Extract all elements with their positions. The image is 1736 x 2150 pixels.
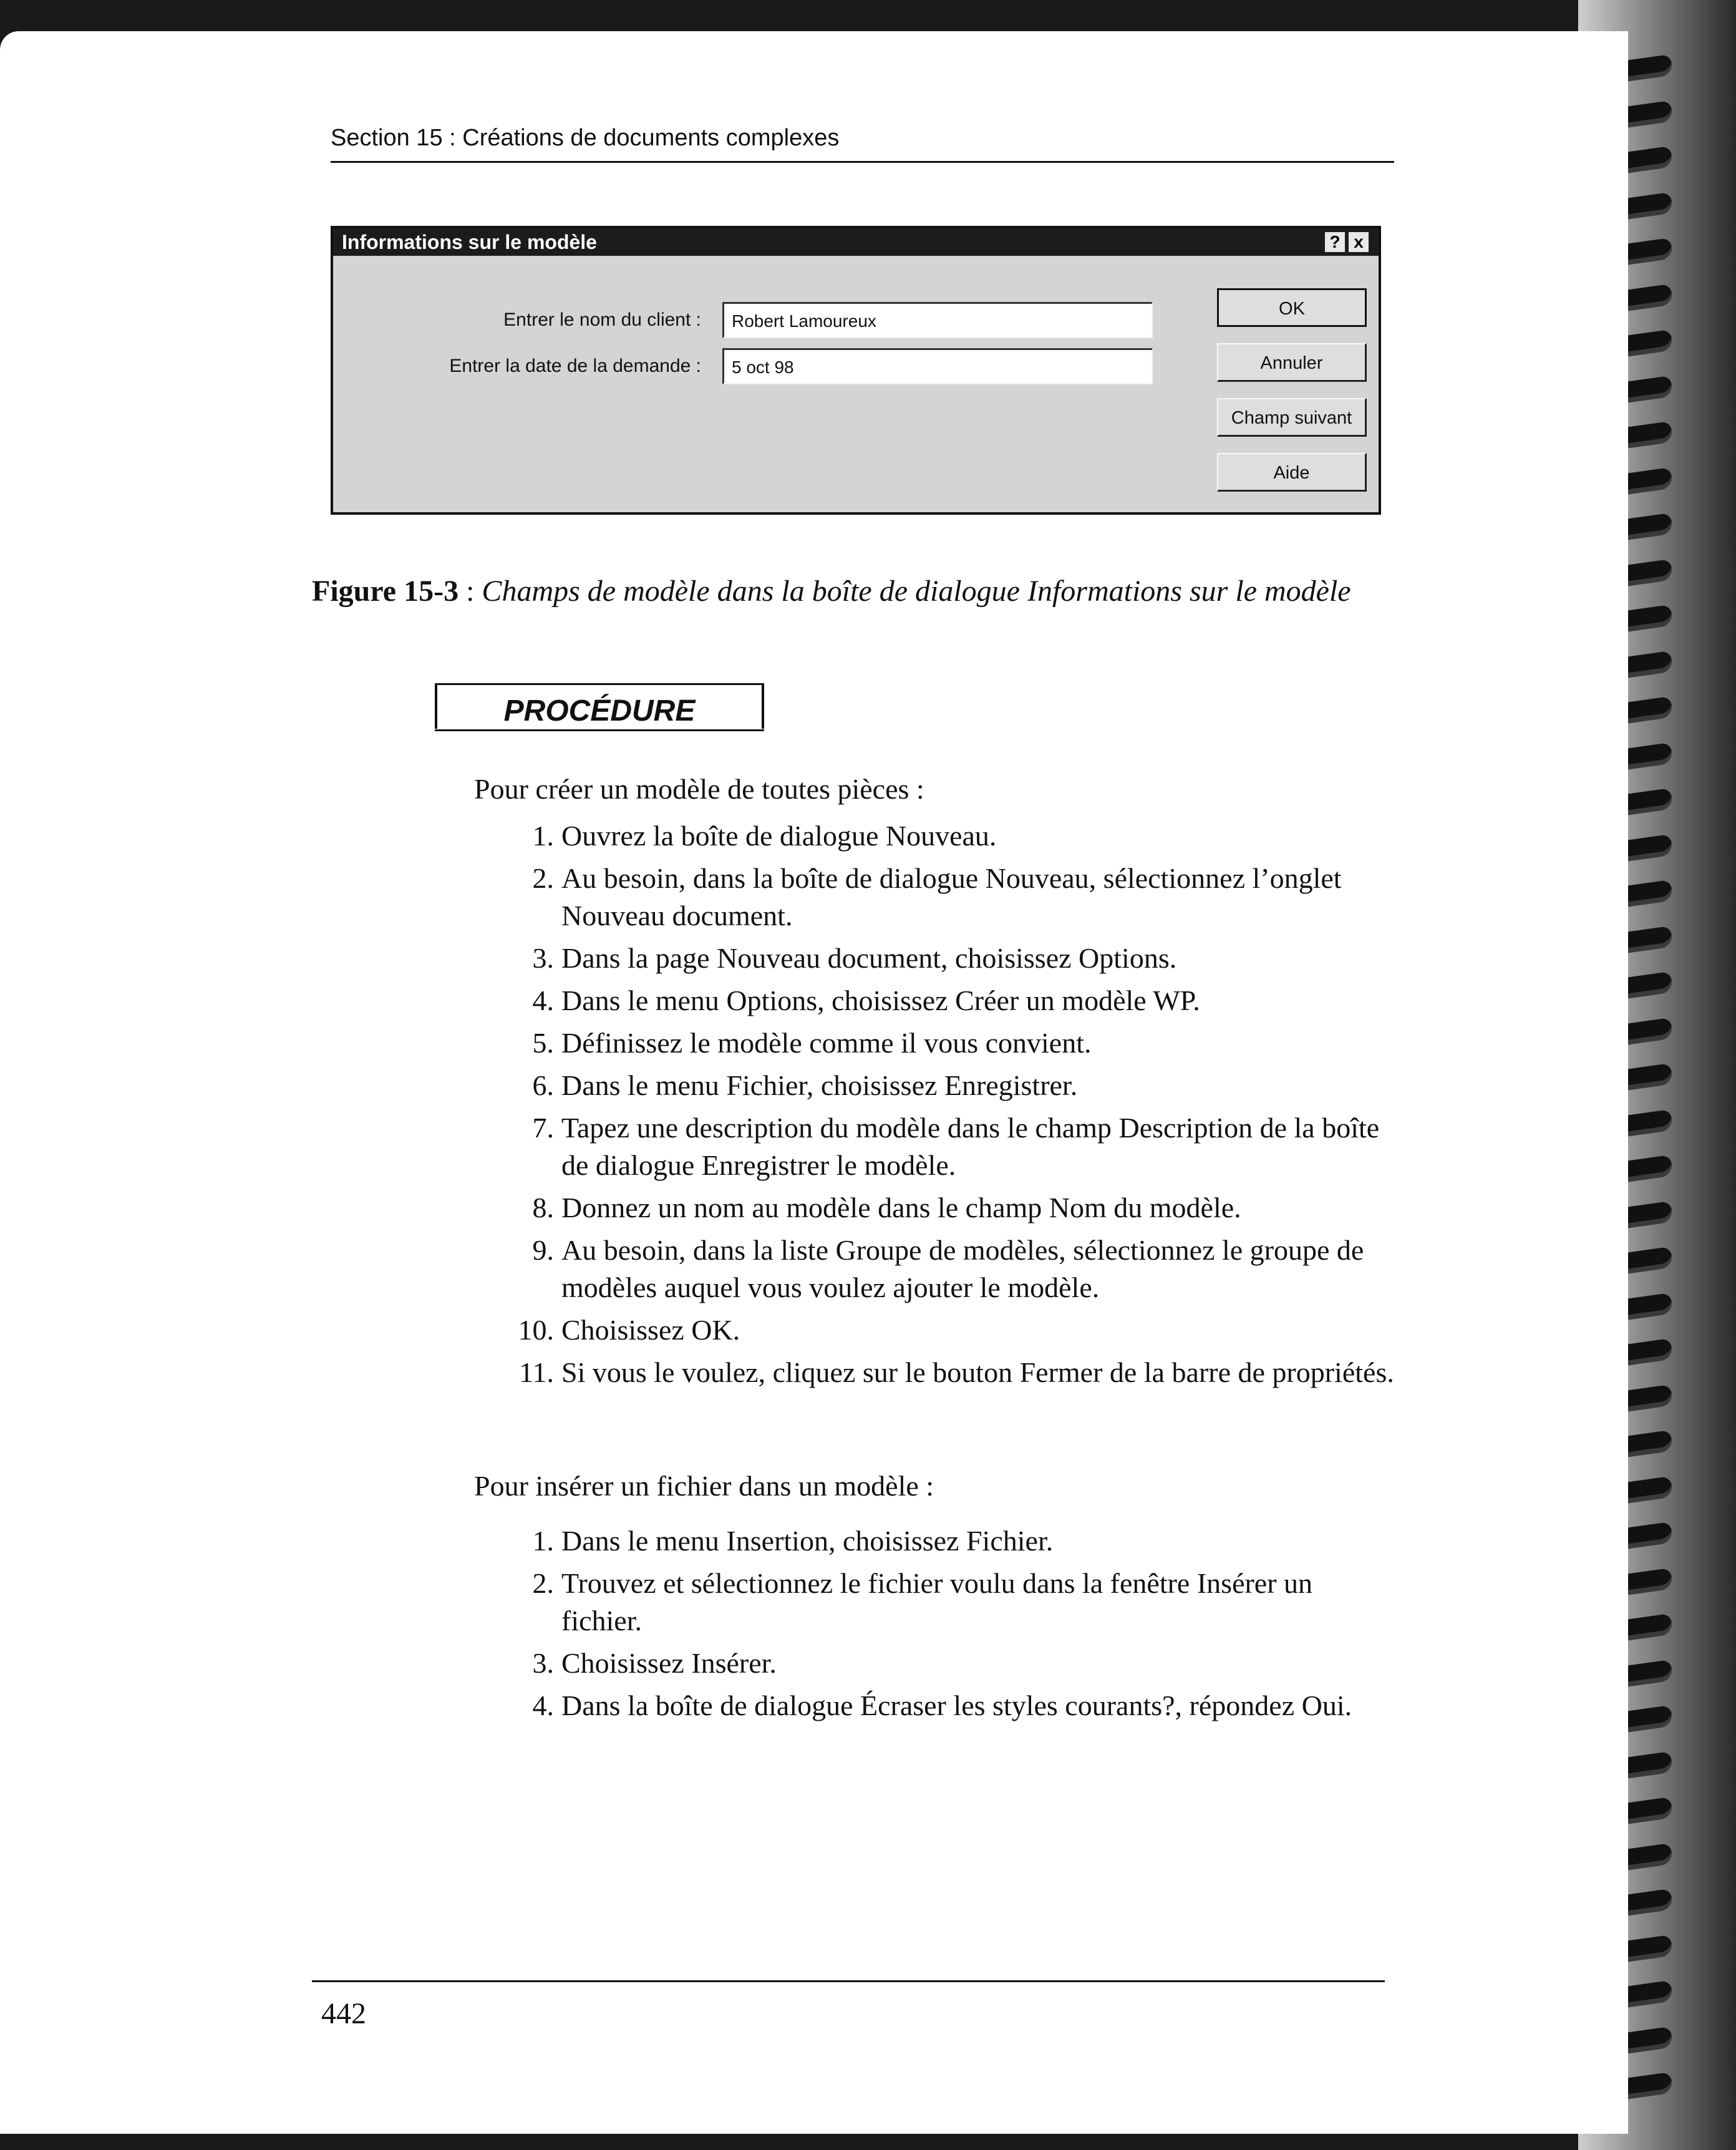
- next-field-button[interactable]: Champ suivant: [1217, 398, 1367, 437]
- help-button[interactable]: Aide: [1217, 453, 1367, 492]
- step-text: Dans la boîte de dialogue Écraser les styles courants?, répondez Oui.: [561, 1690, 1352, 1721]
- list-item: [505, 1109, 1397, 1184]
- cancel-button[interactable]: Annuler: [1217, 343, 1367, 382]
- list-item: [505, 1645, 1397, 1682]
- step-text: Dans le menu Fichier, choisissez Enregistrer.: [561, 1069, 1078, 1101]
- client-name-input[interactable]: Robert Lamoureux: [722, 302, 1153, 338]
- step-number: 4.: [532, 1690, 554, 1721]
- template-info-dialog: [331, 226, 1381, 515]
- request-date-input[interactable]: 5 oct 98: [722, 348, 1153, 384]
- step-number: 3.: [532, 1647, 554, 1679]
- step-text: Tapez une description du modèle dans le champ Description de la boîte de dialogue Enregistrer le modèle.: [561, 1112, 1380, 1181]
- page-number: 442: [321, 1997, 366, 2030]
- running-head: Section 15 : Créations de documents complexes: [331, 125, 840, 151]
- step-number: 5.: [532, 1027, 554, 1059]
- step-number: 8.: [532, 1192, 554, 1223]
- list-item: [505, 1024, 1397, 1062]
- step-number: 1.: [532, 1525, 554, 1557]
- step-text: Choisissez OK.: [561, 1314, 740, 1346]
- list-item: [505, 982, 1397, 1019]
- figure-label: Figure 15-3: [312, 575, 459, 608]
- step-text: Choisissez Insérer.: [561, 1647, 777, 1679]
- step-text: Dans le menu Insertion, choisissez Fichier.: [561, 1525, 1054, 1557]
- list-item: [505, 1354, 1397, 1391]
- step-number: 9.: [532, 1234, 554, 1266]
- header-rule: [331, 161, 1394, 163]
- caption-separator: :: [458, 575, 482, 608]
- step-text: Définissez le modèle comme il vous convient.: [561, 1027, 1092, 1059]
- list-item: [505, 817, 1397, 855]
- help-icon[interactable]: ?: [1325, 232, 1345, 252]
- dialog-titlebar: [333, 228, 1379, 256]
- step-number: 10.: [518, 1314, 554, 1346]
- list-item: [505, 1522, 1397, 1560]
- step-number: 3.: [532, 942, 554, 974]
- procedure-title: PROCÉDURE: [503, 694, 696, 727]
- list-item: [505, 1565, 1397, 1640]
- step-text: Dans le menu Options, choisissez Créer un modèle WP.: [561, 985, 1200, 1016]
- list-item: [505, 1067, 1397, 1104]
- step-number: 1.: [532, 820, 554, 852]
- list-item: [505, 1232, 1397, 1306]
- list-item: [505, 860, 1397, 935]
- request-date-label: Entrer la date de la demande :: [449, 356, 701, 376]
- step-text: Si vous le voulez, cliquez sur le bouton Fermer de la barre de propriétés.: [561, 1356, 1394, 1388]
- list-item: [505, 1311, 1397, 1349]
- caption-text: Champs de modèle dans la boîte de dialogue Informations sur le modèle: [482, 575, 1351, 608]
- step-number: 4.: [532, 985, 554, 1016]
- step-number: 11.: [519, 1356, 554, 1388]
- list-item: [505, 940, 1397, 977]
- ok-button[interactable]: OK: [1217, 288, 1367, 327]
- procedure2-steps: [505, 1522, 1397, 1729]
- step-number: 6.: [532, 1069, 554, 1101]
- step-text: Au besoin, dans la liste Groupe de modèles, sélectionnez le groupe de modèles auquel vous voulez ajouter le modèle.: [561, 1234, 1364, 1303]
- dialog-title: Informations sur le modèle: [342, 231, 597, 253]
- step-number: 2.: [532, 862, 554, 894]
- step-text: Au besoin, dans la boîte de dialogue Nouveau, sélectionnez l’onglet Nouveau document.: [561, 862, 1342, 932]
- step-text: Ouvrez la boîte de dialogue Nouveau.: [561, 820, 997, 852]
- step-number: 2.: [532, 1567, 554, 1599]
- list-item: [505, 1189, 1397, 1227]
- procedure1-intro: Pour créer un modèle de toutes pièces :: [474, 773, 924, 805]
- list-item: [505, 1687, 1397, 1724]
- close-icon[interactable]: x: [1349, 232, 1369, 252]
- step-text: Trouvez et sélectionnez le fichier voulu dans la fenêtre Insérer un fichier.: [561, 1567, 1313, 1637]
- figure-caption: [312, 574, 1422, 608]
- step-text: Dans la page Nouveau document, choisissez Options.: [561, 942, 1177, 974]
- procedure-heading-box: [435, 683, 764, 729]
- procedure2-intro: Pour insérer un fichier dans un modèle :: [474, 1470, 934, 1502]
- procedure1-steps: [505, 817, 1397, 1396]
- step-number: 7.: [532, 1112, 554, 1144]
- step-text: Donnez un nom au modèle dans le champ Nom du modèle.: [561, 1192, 1241, 1223]
- footer-rule: [312, 1980, 1385, 1982]
- client-name-label: Entrer le nom du client :: [503, 309, 701, 330]
